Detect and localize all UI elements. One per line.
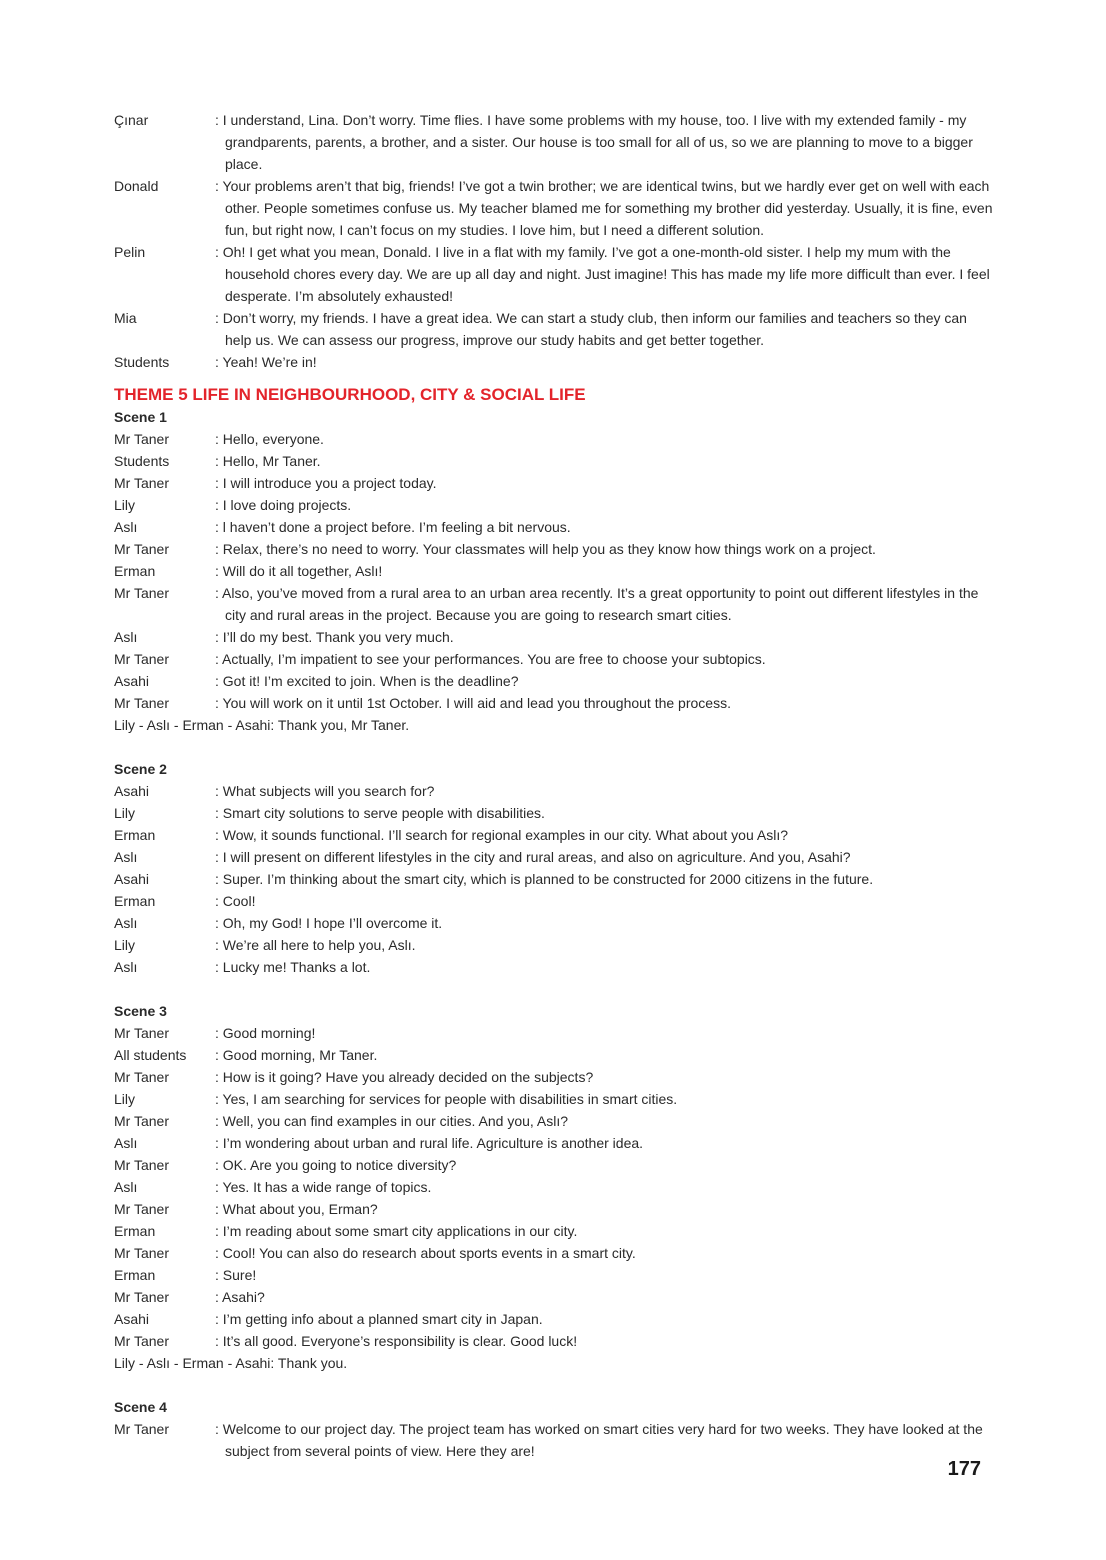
speech-text: : What about you, Erman? bbox=[215, 1201, 378, 1217]
speech-text: : Yeah! We’re in! bbox=[215, 354, 317, 370]
speaker-name: Mr Taner bbox=[114, 541, 169, 557]
speaker-name: Mr Taner bbox=[114, 1289, 169, 1305]
speaker-name: Lily bbox=[114, 805, 136, 821]
speaker-name: Asahi bbox=[114, 673, 150, 689]
dialogue-line bbox=[114, 1418, 994, 1462]
speech-text: : Your problems aren’t that big, friends! I’ve got a twin brother; we are identical twins, but we hardly ever get on well with each other. People sometimes confuse us. My teacher blamed me for something my brother did yesterday. Usually, it is fine, even fun, but right now, I can’t focus on my studies. I love him, but I need a different solution. bbox=[215, 178, 993, 238]
speech-text: : Actually, I’m impatient to see your performances. You are free to choose your subtopics. bbox=[215, 651, 766, 667]
dialogue-line bbox=[114, 692, 994, 714]
speech-text: : Yes. It has a wide range of topics. bbox=[215, 1179, 432, 1195]
speaker-name: Mia bbox=[114, 310, 137, 326]
speech-text: : Cool! bbox=[215, 893, 256, 909]
spacer bbox=[114, 1374, 994, 1396]
speaker-name: Mr Taner bbox=[114, 1201, 169, 1217]
speaker-name: Erman bbox=[114, 827, 156, 843]
speaker-name: Mr Taner bbox=[114, 475, 169, 491]
speech-text: : I understand, Lina. Don’t worry. Time flies. I have some problems with my house, too. I live with my extended family - my grandparents, parents, a brother, and a sister. Our house is too small for all of us, so we are planning to move to a bigger place. bbox=[215, 112, 973, 172]
dialogue-line bbox=[114, 1330, 994, 1352]
speech-text: : We’re all here to help you, Aslı. bbox=[215, 937, 416, 953]
speaker-name: Lily bbox=[114, 937, 136, 953]
dialogue-line bbox=[114, 648, 994, 670]
dialogue-line bbox=[114, 516, 994, 538]
speaker-name: Mr Taner bbox=[114, 1069, 169, 1085]
speaker-name: Erman bbox=[114, 893, 156, 909]
speech-text: : l haven’t done a project before. I’m feeling a bit nervous. bbox=[215, 519, 571, 535]
speech-text: : I’ll do my best. Thank you very much. bbox=[215, 629, 454, 645]
speech-text: : Good morning, Mr Taner. bbox=[215, 1047, 378, 1063]
speech-text: : Good morning! bbox=[215, 1025, 316, 1041]
scene-3 bbox=[114, 1000, 994, 1374]
speech-text: : I will present on different lifestyles in the city and rural areas, and also on agriculture. And you, Asahi? bbox=[215, 849, 851, 865]
dialogue-line bbox=[114, 890, 994, 912]
speech-text: : What subjects will you search for? bbox=[215, 783, 435, 799]
dialogue-line bbox=[114, 1242, 994, 1264]
speaker-name: Mr Taner bbox=[114, 695, 169, 711]
dialogue-line bbox=[114, 868, 994, 890]
dialogue-line bbox=[114, 912, 994, 934]
dialogue-line bbox=[114, 846, 994, 868]
dialogue-line bbox=[114, 780, 994, 802]
speech-text: : OK. Are you going to notice diversity? bbox=[215, 1157, 457, 1173]
dialogue-line bbox=[114, 1066, 994, 1088]
speech-text: : How is it going? Have you already decided on the subjects? bbox=[215, 1069, 594, 1085]
speaker-name: All students bbox=[114, 1047, 187, 1063]
speech-text: : Lucky me! Thanks a lot. bbox=[215, 959, 371, 975]
dialogue-line bbox=[114, 670, 994, 692]
dialogue-line bbox=[114, 494, 994, 516]
closing-line: Lily - Aslı - Erman - Asahi: Thank you, Mr Taner. bbox=[114, 717, 410, 733]
speech-text: : Hello, everyone. bbox=[215, 431, 324, 447]
speech-text: : I’m getting info about a planned smart city in Japan. bbox=[215, 1311, 543, 1327]
speaker-name: Mr Taner bbox=[114, 431, 169, 447]
speaker-name: Aslı bbox=[114, 1135, 138, 1151]
scene-title: Scene 1 bbox=[114, 409, 167, 425]
scene-title: Scene 3 bbox=[114, 1003, 167, 1019]
speaker-name: Pelin bbox=[114, 244, 146, 260]
speech-text: : I’m reading about some smart city applications in our city. bbox=[215, 1223, 578, 1239]
speaker-name: Aslı bbox=[114, 629, 138, 645]
dialogue-line bbox=[114, 109, 994, 175]
spacer bbox=[114, 978, 994, 1000]
speech-text: : Hello, Mr Taner. bbox=[215, 453, 321, 469]
dialogue-line bbox=[114, 934, 994, 956]
speaker-name: Mr Taner bbox=[114, 1245, 169, 1261]
speaker-name: Mr Taner bbox=[114, 1113, 169, 1129]
speaker-name: Students bbox=[114, 453, 170, 469]
dialogue-line bbox=[114, 1264, 994, 1286]
speaker-name: Lily bbox=[114, 1091, 136, 1107]
speaker-name: Mr Taner bbox=[114, 585, 169, 601]
speaker-name: Lily bbox=[114, 497, 136, 513]
dialogue-line bbox=[114, 1176, 994, 1198]
speaker-name: Aslı bbox=[114, 959, 138, 975]
dialogue-line bbox=[114, 175, 994, 241]
speech-text: : Welcome to our project day. The project team has worked on smart cities very hard for two weeks. They have looked at the subject from several points of view. Here they are! bbox=[215, 1421, 983, 1459]
speaker-name: Mr Taner bbox=[114, 1025, 169, 1041]
dialogue-line bbox=[114, 1308, 994, 1330]
speaker-name: Çınar bbox=[114, 112, 149, 128]
speech-text: : I will introduce you a project today. bbox=[215, 475, 437, 491]
speaker-name: Asahi bbox=[114, 871, 150, 887]
speech-text: : Don’t worry, my friends. I have a great idea. We can start a study club, then inform our families and teachers so they can help us. We can assess our progress, improve our study habits and get better together. bbox=[215, 310, 967, 348]
speaker-name: Students bbox=[114, 354, 170, 370]
closing-line: Lily - Aslı - Erman - Asahi: Thank you. bbox=[114, 1355, 348, 1371]
scene-1 bbox=[114, 406, 994, 736]
theme-title: THEME 5 LIFE IN NEIGHBOURHOOD, CITY & SOCIAL LIFE bbox=[114, 385, 586, 404]
speaker-name: Asahi bbox=[114, 1311, 150, 1327]
speaker-name: Aslı bbox=[114, 519, 138, 535]
speaker-name: Mr Taner bbox=[114, 651, 169, 667]
speaker-name: Aslı bbox=[114, 849, 138, 865]
speech-text: : Well, you can find examples in our cities. And you, Aslı? bbox=[215, 1113, 569, 1129]
dialogue-line bbox=[114, 1198, 994, 1220]
speech-text: : Relax, there’s no need to worry. Your classmates will help you as they know how things work on a project. bbox=[215, 541, 876, 557]
speech-text: : Got it! I’m excited to join. When is the deadline? bbox=[215, 673, 519, 689]
speech-text: : Yes, I am searching for services for people with disabilities in smart cities. bbox=[215, 1091, 678, 1107]
speech-text: : Cool! You can also do research about sports events in a smart city. bbox=[215, 1245, 636, 1261]
scene-2 bbox=[114, 758, 994, 978]
dialogue-line bbox=[114, 1022, 994, 1044]
dialogue-line bbox=[114, 560, 994, 582]
speech-text: : You will work on it until 1st October. I will aid and lead you throughout the process. bbox=[215, 695, 731, 711]
page-content bbox=[114, 109, 994, 1462]
dialogue-line bbox=[114, 450, 994, 472]
speech-text: : Asahi? bbox=[215, 1289, 265, 1305]
dialogue-line bbox=[114, 241, 994, 307]
speech-text: : Oh, my God! I hope I’ll overcome it. bbox=[215, 915, 443, 931]
speech-text: : Smart city solutions to serve people with disabilities. bbox=[215, 805, 545, 821]
speech-text: : I’m wondering about urban and rural life. Agriculture is another idea. bbox=[215, 1135, 644, 1151]
speaker-name: Erman bbox=[114, 563, 156, 579]
dialogue-line bbox=[114, 824, 994, 846]
dialogue-line bbox=[114, 1220, 994, 1242]
speaker-name: Aslı bbox=[114, 915, 138, 931]
speech-text: : Wow, it sounds functional. I’ll search for regional examples in our city. What about you Aslı? bbox=[215, 827, 788, 843]
dialogue-line bbox=[114, 1088, 994, 1110]
speech-text: : It’s all good. Everyone’s responsibility is clear. Good luck! bbox=[215, 1333, 578, 1349]
dialogue-line bbox=[114, 802, 994, 824]
speaker-name: Asahi bbox=[114, 783, 150, 799]
scene-title: Scene 4 bbox=[114, 1399, 167, 1415]
dialogue-line bbox=[114, 1154, 994, 1176]
top-dialogue bbox=[114, 109, 994, 373]
dialogue-line bbox=[114, 1286, 994, 1308]
dialogue-line bbox=[114, 307, 994, 351]
speech-text: : Sure! bbox=[215, 1267, 257, 1283]
spacer bbox=[114, 736, 994, 758]
speaker-name: Mr Taner bbox=[114, 1333, 169, 1349]
scene-4 bbox=[114, 1396, 994, 1462]
speech-text: : Super. I’m thinking about the smart city, which is planned to be constructed for 2000 citizens in the future. bbox=[215, 871, 874, 887]
speech-text: : I love doing projects. bbox=[215, 497, 352, 513]
speech-text: : Will do it all together, Aslı! bbox=[215, 563, 383, 579]
speaker-name: Mr Taner bbox=[114, 1421, 169, 1437]
dialogue-line bbox=[114, 351, 994, 373]
speaker-name: Aslı bbox=[114, 1179, 138, 1195]
dialogue-line bbox=[114, 538, 994, 560]
dialogue-line bbox=[114, 1044, 994, 1066]
dialogue-line bbox=[114, 626, 994, 648]
dialogue-line bbox=[114, 582, 994, 626]
dialogue-line bbox=[114, 956, 994, 978]
speaker-name: Donald bbox=[114, 178, 159, 194]
speech-text: : Also, you’ve moved from a rural area to an urban area recently. It’s a great opportunity to point out different lifestyles in the city and rural areas in the project. Because you are going to research smart cities. bbox=[215, 585, 979, 623]
speaker-name: Erman bbox=[114, 1223, 156, 1239]
dialogue-line bbox=[114, 472, 994, 494]
scene-title: Scene 2 bbox=[114, 761, 167, 777]
dialogue-line bbox=[114, 1132, 994, 1154]
dialogue-line bbox=[114, 428, 994, 450]
page-number: 177 bbox=[947, 1458, 981, 1480]
speech-text: : Oh! I get what you mean, Donald. I live in a flat with my family. I’ve got a one-month-old sister. I help my mum with the household chores every day. We are up all day and night. Just imagine! This has made my life more difficult than ever. I feel desperate. I’m absolutely exhausted! bbox=[215, 244, 990, 304]
speaker-name: Erman bbox=[114, 1267, 156, 1283]
dialogue-line bbox=[114, 1110, 994, 1132]
speaker-name: Mr Taner bbox=[114, 1157, 169, 1173]
